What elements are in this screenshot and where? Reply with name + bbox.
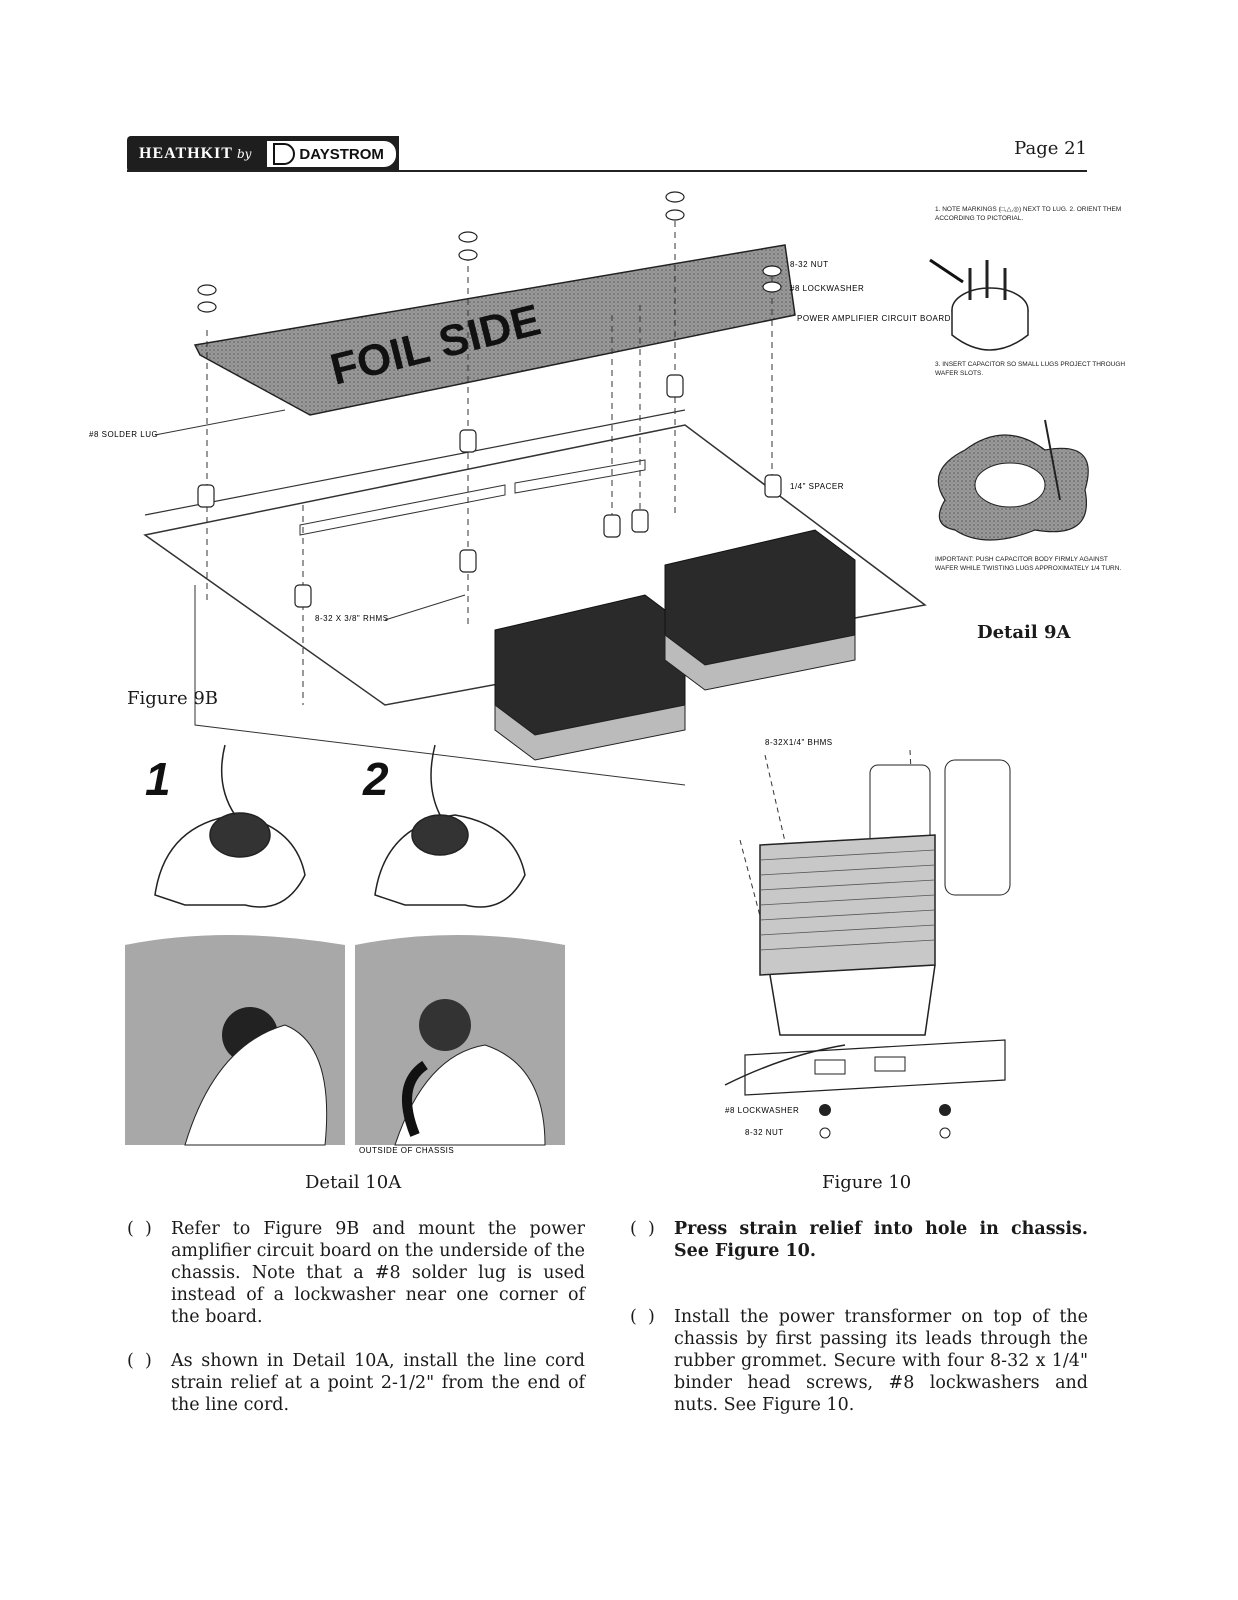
daystrom-d-icon	[273, 143, 295, 165]
detail-9a-note-mid: 3. INSERT CAPACITOR SO SMALL LUGS PROJECT THROUGH WAFER SLOTS.	[935, 361, 1126, 377]
label-bhms-screw: 8-32X1/4" BHMS	[765, 738, 833, 747]
checkbox[interactable]: ( )	[630, 1307, 655, 1327]
label-fig10-lockwasher: #8 LOCKWASHER	[725, 1106, 800, 1115]
label-fig10-nut: 8-32 NUT	[745, 1128, 784, 1137]
detail-10a-illustration	[125, 725, 565, 1160]
figure-9b-caption: Figure 9B	[127, 688, 219, 709]
instruction-text: Install the power transformer on top of the chassis by first passing its leads through the rubber grommet. Secure with four 8-32 x 1/4" binder head screws, #8 lockwashers and nuts. See Figure 10.	[674, 1307, 1088, 1415]
label-solder-lug: #8 SOLDER LUG	[89, 430, 159, 439]
instruction-right-2	[630, 1306, 1088, 1416]
detail-9a-caption: Detail 9A	[977, 622, 1071, 643]
brand-by: by	[236, 147, 252, 161]
label-board: POWER AMPLIFIER CIRCUIT BOARD	[797, 314, 951, 323]
figure-9b-illustration	[85, 185, 951, 745]
label-nut: 8-32 NUT	[790, 260, 829, 269]
instruction-right-1	[630, 1218, 1088, 1262]
instruction-text: As shown in Detail 10A, install the line cord strain relief at a point 2-1/2" from the end of the line cord.	[171, 1351, 585, 1415]
checkbox[interactable]: ( )	[127, 1351, 152, 1371]
foil-side-board-text: FOIL SIDE	[325, 295, 546, 395]
brand-heathkit: HEATHKIT	[139, 145, 233, 162]
label-lockwasher: #8 LOCKWASHER	[790, 284, 865, 293]
checkbox[interactable]: ( )	[630, 1219, 655, 1239]
instruction-left-1	[127, 1218, 585, 1328]
detail-9a-illustration	[925, 200, 1130, 610]
instruction-text: Refer to Figure 9B and mount the power amplifier circuit board on the underside of the chassis. Note that a #8 solder lug is used instead of a lockwasher near one corner of the board.	[171, 1219, 585, 1327]
checkbox[interactable]: ( )	[127, 1219, 152, 1239]
step-1-number: 1	[145, 753, 171, 805]
instruction-text: Press strain relief into hole in chassis. See Figure 10.	[674, 1219, 1088, 1261]
brand-daystrom-box	[267, 141, 395, 167]
figure-10-illustration	[725, 735, 1035, 1155]
detail-9a-note-bottom: IMPORTANT: PUSH CAPACITOR BODY FIRMLY AGAINST WAFER WHILE TWISTING LUGS APPROXIMATELY 1/4 TURN.	[935, 556, 1122, 572]
step-2-number: 2	[363, 753, 389, 805]
header-rule	[127, 170, 1087, 172]
heathkit-daystrom-logo	[127, 136, 399, 172]
label-spacer: 1/4" SPACER	[790, 482, 844, 491]
outside-of-chassis-label: OUTSIDE OF CHASSIS	[359, 1146, 455, 1155]
detail-9a-note-top: 1. NOTE MARKINGS (□,△,◎) NEXT TO LUG. 2. ORIENT THEM ACCORDING TO PICTORIAL.	[935, 206, 1122, 222]
page-number: Page 21	[1014, 138, 1087, 159]
brand-daystrom: DAYSTROM	[299, 145, 384, 163]
detail-10a-caption: Detail 10A	[305, 1172, 402, 1193]
label-screw: 8-32 X 3/8" RHMS	[315, 614, 389, 623]
figure-10-caption: Figure 10	[822, 1172, 912, 1193]
instruction-left-2	[127, 1350, 585, 1416]
